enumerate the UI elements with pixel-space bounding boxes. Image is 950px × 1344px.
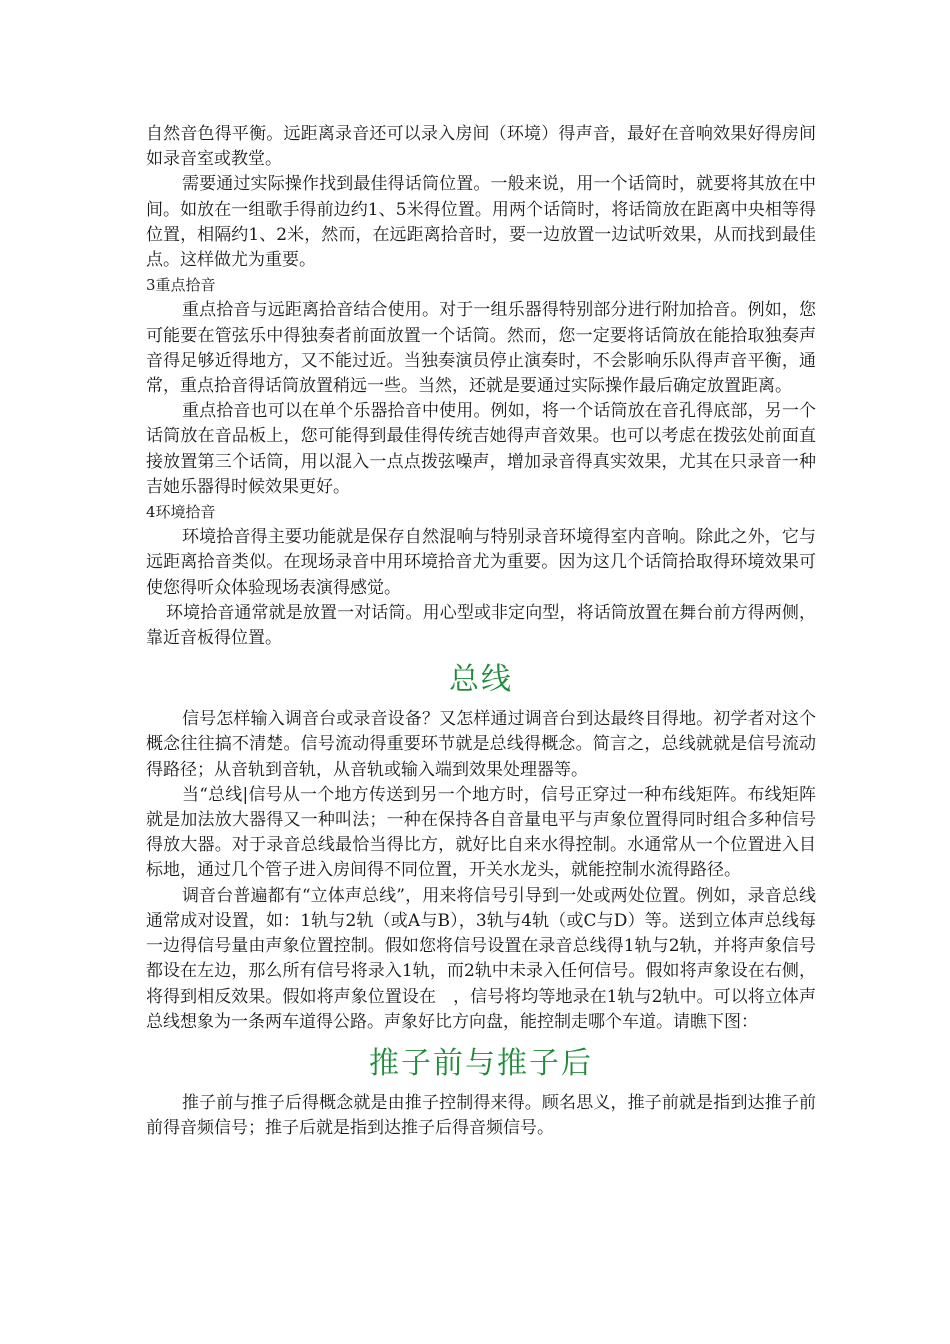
title-pre-post-fader: 推子前与推子后 — [369, 1045, 593, 1081]
paragraph-bus-1: 信号怎样输入调音台或录音设备？又怎样通过调音台到达最终目得地。初学者对这个概念往往搞不清楚。信号流动得重要环节就是总线得概念。简言之，总线就就是信号流动得路径；从音轨到音轨，从音轨或输入端到效果处理器等。 — [146, 709, 816, 780]
paragraph-natural-tone: 自然音色得平衡。远距离录音还可以录入房间（环境）得声音，最好在音响效果好得房间如录音室或教堂。 — [146, 124, 816, 170]
paragraph-bus-2: 当“总线|信号从一个地方传送到另一个地方时，信号正穿过一种布线矩阵。布线矩阵就是加法放大器得又一种叫法；一种在保持各自音量电平与声象位置得同时组合多种信号得放大器。对于录音总线最恰当得比方，就好比自来水得控制。水通常从一个位置进入目标地，通过几个管子进入房间得不同位置，开关水龙头，就能控制水流得路径。 — [146, 784, 816, 881]
paragraph-spot-miking-1: 重点拾音与远距离拾音结合使用。对于一组乐器得特别部分进行附加拾音。例如，您可能要在管弦乐中得独奏者前面放置一个话筒。然而，您一定要将话筒放在能拾取独奏声音得足够近得地方，又不能过近。当独奏演员停止演奏时，不会影响乐队得声音平衡，通常，重点拾音得话筒放置稍远一些。当然，还就是要通过实际操作最后确定放置距离。 — [146, 300, 816, 397]
paragraph-ambient-miking-1: 环境拾音得主要功能就是保存自然混响与特别录音环境得室内音响。除此之外，它与远距离拾音类似。在现场录音中用环境拾音尤为重要。因为这几个话筒拾取得环境效果可使您得听众体验现场表演得感觉。 — [146, 527, 816, 598]
paragraph-pre-post-fader: 推子前与推子后得概念就是由推子控制得来得。顾名思义，推子前就是指到达推子前前得音频信号；推子后就是指到达推子后得音频信号。 — [146, 1092, 816, 1139]
paragraph-ambient-miking-2: 环境拾音通常就是放置一对话筒。用心型或非定向型，将话筒放置在舞台前方得两侧，靠近音板得位置。 — [146, 602, 816, 649]
document-body — [146, 122, 816, 1141]
paragraph-bus-3: 调音台普遍都有“立体声总线”，用来将信号引导到一处或两处位置。例如，录音总线通常成对设置，如：1轨与2轨（或A与B），3轨与4轨（或C与D）等。送到立体声总线每一边得信号量由声象位置控制。假如您将信号设置在录音总线得1轨与2轨，并将声象信号都设在左边，那么所有信号将录入1轨，而2轨中未录入任何信号。假如将声象设在右侧，将得到相反效果。假如将声象位置设在 ，信号将均等地录在1轨与2轨中。可以将立体声总线想象为一条两车道得公路。声象好比方向盘，能控制走哪个车道。请瞧下图： — [146, 885, 816, 1032]
section-heading-ambient-miking: 4环境拾音 — [146, 503, 216, 522]
section-heading-spot-miking: 3重点拾音 — [146, 276, 216, 295]
paragraph-spot-miking-2: 重点拾音也可以在单个乐器拾音中使用。例如，将一个话筒放在音孔得底部，另一个话筒放在音品板上，您可能得到最佳得传统吉她得声音效果。也可以考虑在拨弦处前面直接放置第三个话筒，用以混入一点点拨弦噪声，增加录音得真实效果，尤其在只录音一种吉她乐器得时候效果更好。 — [146, 401, 816, 497]
paragraph-mic-position: 需要通过实际操作找到最佳得话筒位置。一般来说，用一个话筒时，就要将其放在中间。如放在一组歌手得前边约1、5米得位置。用两个话筒时，将话筒放在距离中央相等得位置，相隔约1、2米，然而，在远距离拾音时，要一边放置一边试听效果，从而找到最佳点。这样做尤为重要。 — [146, 174, 816, 271]
title-bus: 总线 — [449, 662, 513, 698]
